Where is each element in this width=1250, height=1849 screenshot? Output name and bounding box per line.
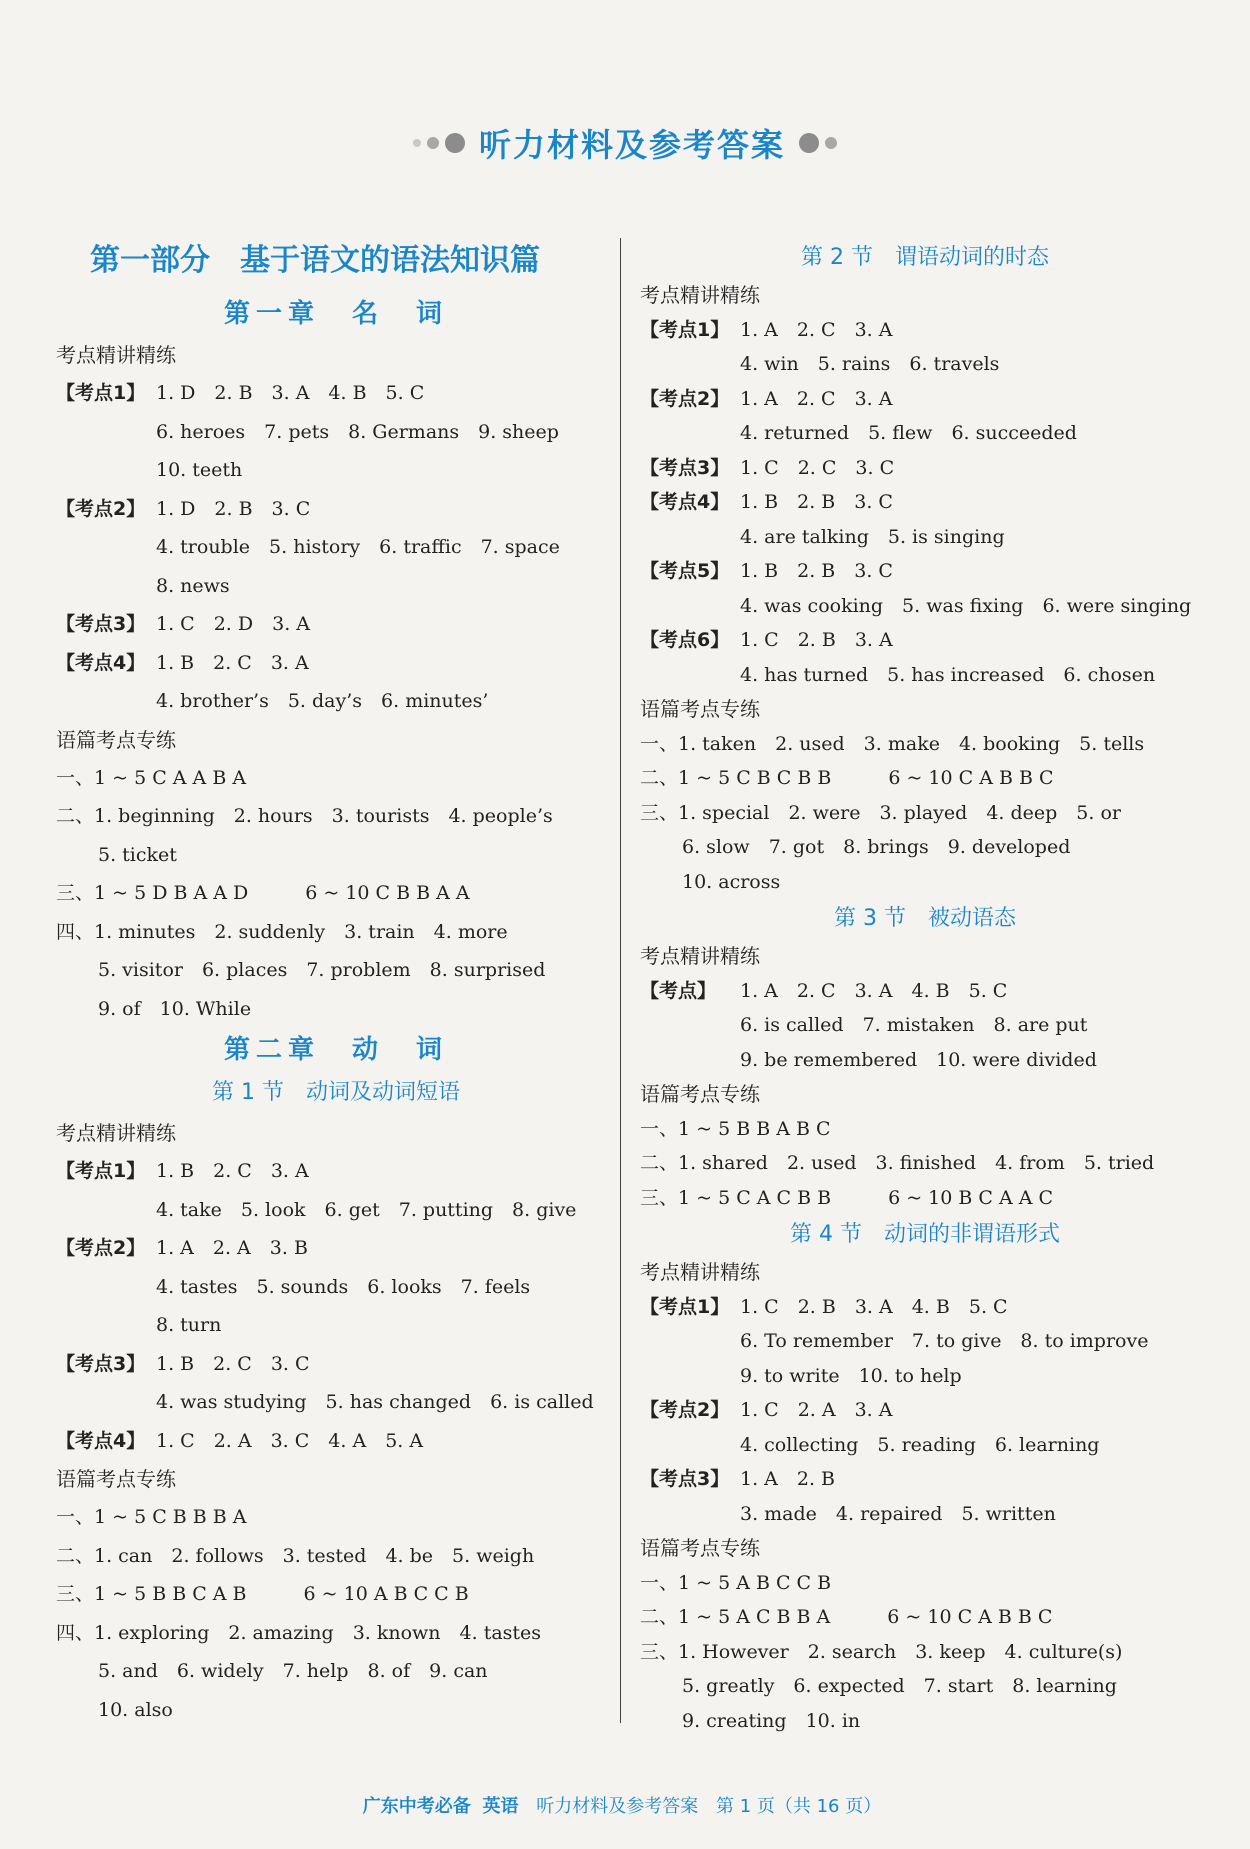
section-label: 考点精讲精练 bbox=[640, 283, 760, 307]
answer-text: 1. A 2. C 3. A bbox=[740, 387, 893, 410]
answer-row bbox=[640, 1462, 1210, 1497]
section-label: 语篇考点专练 bbox=[56, 727, 176, 752]
answer-row: 9. be remembered 10. were divided bbox=[740, 1048, 1097, 1071]
part-title: 第一部分 基于语文的语法知识篇 bbox=[90, 243, 540, 278]
answer-text: 1. A 2. A 3. B bbox=[156, 1237, 308, 1259]
answer-row: 9. creating 10. in bbox=[682, 1709, 861, 1732]
answer-row: 3. made 4. repaired 5. written bbox=[740, 1502, 1056, 1525]
answer-row bbox=[640, 451, 1210, 486]
answer-row: 三、1 ~ 5 D B A A D 6 ~ 10 C B B A A bbox=[56, 882, 470, 904]
kaodian-tag: 【考点】 bbox=[640, 979, 717, 1002]
answer-row bbox=[640, 623, 1210, 658]
kaodian-tag: 【考点1】 bbox=[640, 1295, 730, 1318]
answer-text: 1. B 2. B 3. C bbox=[740, 491, 893, 513]
kaodian-tag: 【考点1】 bbox=[56, 1160, 146, 1182]
answer-row: 二、1. shared 2. used 3. finished 4. from 5. tried bbox=[640, 1152, 1155, 1174]
answer-row: 4. tastes 5. sounds 6. looks 7. feels bbox=[156, 1275, 531, 1298]
kaodian-tag: 【考点2】 bbox=[56, 497, 146, 520]
section-label: 语篇考点专练 bbox=[640, 1082, 760, 1106]
answer-text: 1. B 2. C 3. C bbox=[156, 1352, 310, 1375]
right-dots-decoration bbox=[799, 133, 837, 153]
column-divider bbox=[620, 238, 621, 1723]
answer-row bbox=[640, 313, 1210, 348]
answer-row: 一、1 ~ 5 C B B B A bbox=[56, 1506, 247, 1528]
footer-page: 第 1 页（共 16 页） bbox=[715, 1796, 882, 1817]
answer-row: 三、1. However 2. search 3. keep 4. culture(s) bbox=[640, 1640, 1123, 1663]
answer-row bbox=[640, 1393, 1210, 1428]
section-label: 语篇考点专练 bbox=[640, 697, 760, 721]
answer-row bbox=[640, 974, 1210, 1009]
answer-row: 4. returned 5. flew 6. succeeded bbox=[740, 422, 1077, 444]
kaodian-tag: 【考点1】 bbox=[56, 382, 146, 404]
section-label: 语篇考点专练 bbox=[56, 1467, 176, 1491]
answer-row bbox=[56, 1229, 616, 1268]
answer-text: 1. D 2. B 3. C bbox=[156, 497, 311, 520]
section-title: 第 3 节 被动语态 bbox=[834, 906, 1016, 931]
answer-row bbox=[640, 485, 1210, 520]
answer-row bbox=[56, 1345, 616, 1384]
answer-text: 1. B 2. C 3. A bbox=[156, 1160, 309, 1182]
kaodian-tag: 【考点3】 bbox=[56, 613, 146, 635]
answer-row: 三、1 ~ 5 C A C B B 6 ~ 10 B C A A C bbox=[640, 1186, 1054, 1209]
answer-text: 1. C 2. A 3. C 4. A 5. A bbox=[156, 1429, 424, 1452]
answer-row: 8. news bbox=[156, 574, 230, 597]
answer-row: 四、1. minutes 2. suddenly 3. train 4. more bbox=[56, 920, 508, 943]
section-title: 第 2 节 谓语动词的时态 bbox=[801, 245, 1049, 270]
footer-desc: 听力材料及参考答案 bbox=[536, 1796, 699, 1817]
answer-row: 10. also bbox=[98, 1698, 173, 1721]
answer-text: 1. B 2. B 3. C bbox=[740, 560, 893, 582]
answer-row: 一、1. taken 2. used 3. make 4. booking 5. tells bbox=[640, 732, 1145, 755]
section-label: 考点精讲精练 bbox=[56, 1121, 176, 1145]
answer-row bbox=[56, 490, 616, 529]
kaodian-tag: 【考点3】 bbox=[56, 1352, 146, 1375]
section-title: 第 4 节 动词的非谓语形式 bbox=[790, 1222, 1060, 1247]
answer-row: 5. and 6. widely 7. help 8. of 9. can bbox=[98, 1660, 488, 1682]
answer-row: 四、1. exploring 2. amazing 3. known 4. tastes bbox=[56, 1621, 542, 1644]
kaodian-tag: 【考点4】 bbox=[56, 1429, 146, 1452]
answer-row: 8. turn bbox=[156, 1314, 222, 1336]
kaodian-tag: 【考点4】 bbox=[56, 651, 146, 674]
answer-row: 9. to write 10. to help bbox=[740, 1364, 962, 1387]
answer-row: 二、1 ~ 5 A C B B A 6 ~ 10 C A B B C bbox=[640, 1606, 1053, 1628]
answer-text: 1. A 2. B bbox=[740, 1468, 836, 1490]
answer-row: 5. greatly 6. expected 7. start 8. learning bbox=[682, 1675, 1117, 1697]
chapter-title: 第二章 动 词 bbox=[223, 1035, 448, 1065]
answer-row: 4. take 5. look 6. get 7. putting 8. give bbox=[156, 1198, 577, 1221]
answer-row: 一、1 ~ 5 A B C C B bbox=[640, 1571, 832, 1594]
answer-row: 二、1 ~ 5 C B C B B 6 ~ 10 C A B B C bbox=[640, 767, 1054, 789]
kaodian-tag: 【考点2】 bbox=[640, 1399, 730, 1421]
answer-text: 1. C 2. D 3. A bbox=[156, 613, 310, 635]
page-title: 听力材料及参考答案 bbox=[478, 126, 785, 164]
answer-row bbox=[640, 382, 1210, 417]
answer-row bbox=[640, 1290, 1210, 1325]
answer-row: 一、1 ~ 5 C A A B A bbox=[56, 766, 247, 789]
answer-row bbox=[56, 1422, 616, 1461]
kaodian-tag: 【考点3】 bbox=[640, 1468, 730, 1490]
kaodian-tag: 【考点2】 bbox=[56, 1237, 146, 1259]
answer-row: 4. was studying 5. has changed 6. is called bbox=[156, 1391, 594, 1413]
footer-book: 广东中考必备 bbox=[362, 1796, 471, 1817]
answer-text: 1. C 2. A 3. A bbox=[740, 1399, 893, 1421]
page-footer bbox=[0, 1792, 1250, 1818]
answer-text: 1. A 2. C 3. A 4. B 5. C bbox=[740, 979, 1008, 1002]
kaodian-tag: 【考点2】 bbox=[640, 387, 730, 410]
page-header bbox=[0, 120, 1250, 166]
chapter-title: 第一章 名 词 bbox=[223, 299, 448, 329]
answer-row bbox=[56, 605, 616, 644]
section-title: 第 1 节 动词及动词短语 bbox=[212, 1080, 460, 1105]
answer-row: 三、1 ~ 5 B B C A B 6 ~ 10 A B C C B bbox=[56, 1583, 469, 1605]
answer-row: 9. of 10. While bbox=[98, 997, 252, 1020]
left-dots-decoration bbox=[413, 133, 465, 153]
answer-row bbox=[640, 554, 1210, 589]
answer-row: 5. ticket bbox=[98, 843, 177, 866]
answer-text: 1. D 2. B 3. A 4. B 5. C bbox=[156, 382, 425, 404]
section-label: 考点精讲精练 bbox=[640, 944, 760, 968]
footer-subject: 英语 bbox=[482, 1796, 519, 1817]
answer-row: 4. win 5. rains 6. travels bbox=[740, 353, 1000, 375]
answer-row: 6. is called 7. mistaken 8. are put bbox=[740, 1014, 1088, 1036]
answer-row bbox=[56, 644, 616, 683]
answer-row: 4. has turned 5. has increased 6. chosen bbox=[740, 663, 1156, 686]
answer-text: 1. C 2. B 3. A 4. B 5. C bbox=[740, 1295, 1008, 1318]
answer-text: 1. B 2. C 3. A bbox=[156, 651, 309, 674]
answer-row bbox=[56, 1152, 616, 1191]
answer-row: 4. collecting 5. reading 6. learning bbox=[740, 1433, 1100, 1456]
kaodian-tag: 【考点6】 bbox=[640, 629, 730, 651]
answer-row: 6. To remember 7. to give 8. to improve bbox=[740, 1330, 1149, 1352]
right-column bbox=[640, 238, 1210, 1738]
kaodian-tag: 【考点5】 bbox=[640, 560, 730, 582]
answer-row: 一、1 ~ 5 B B A B C bbox=[640, 1117, 831, 1140]
answer-row: 4. was cooking 5. was fixing 6. were singing bbox=[740, 594, 1192, 617]
answer-text: 1. C 2. C 3. C bbox=[740, 456, 895, 479]
kaodian-tag: 【考点3】 bbox=[640, 456, 730, 479]
answer-row: 5. visitor 6. places 7. problem 8. surprised bbox=[98, 959, 546, 981]
answer-row: 4. are talking 5. is singing bbox=[740, 525, 1005, 548]
answer-row: 4. brother’s 5. day’s 6. minutes’ bbox=[156, 690, 489, 712]
answer-row: 三、1. special 2. were 3. played 4. deep 5. or bbox=[640, 801, 1121, 824]
answer-text: 1. A 2. C 3. A bbox=[740, 318, 893, 341]
answer-row: 10. across bbox=[682, 870, 781, 893]
section-label: 语篇考点专练 bbox=[640, 1536, 760, 1560]
kaodian-tag: 【考点1】 bbox=[640, 318, 730, 341]
answer-row: 二、1. beginning 2. hours 3. tourists 4. people’s bbox=[56, 805, 553, 827]
answer-row: 6. slow 7. got 8. brings 9. developed bbox=[682, 836, 1071, 858]
answer-row bbox=[56, 374, 616, 413]
answer-text: 1. C 2. B 3. A bbox=[740, 629, 893, 651]
answer-row: 4. trouble 5. history 6. traffic 7. space bbox=[156, 536, 560, 558]
answer-row: 10. teeth bbox=[156, 459, 243, 481]
kaodian-tag: 【考点4】 bbox=[640, 491, 730, 513]
left-column bbox=[56, 238, 616, 1729]
answer-row: 二、1. can 2. follows 3. tested 4. be 5. weigh bbox=[56, 1544, 535, 1567]
section-label: 考点精讲精练 bbox=[56, 343, 176, 367]
answer-row: 6. heroes 7. pets 8. Germans 9. sheep bbox=[156, 420, 559, 443]
section-label: 考点精讲精练 bbox=[640, 1260, 760, 1284]
